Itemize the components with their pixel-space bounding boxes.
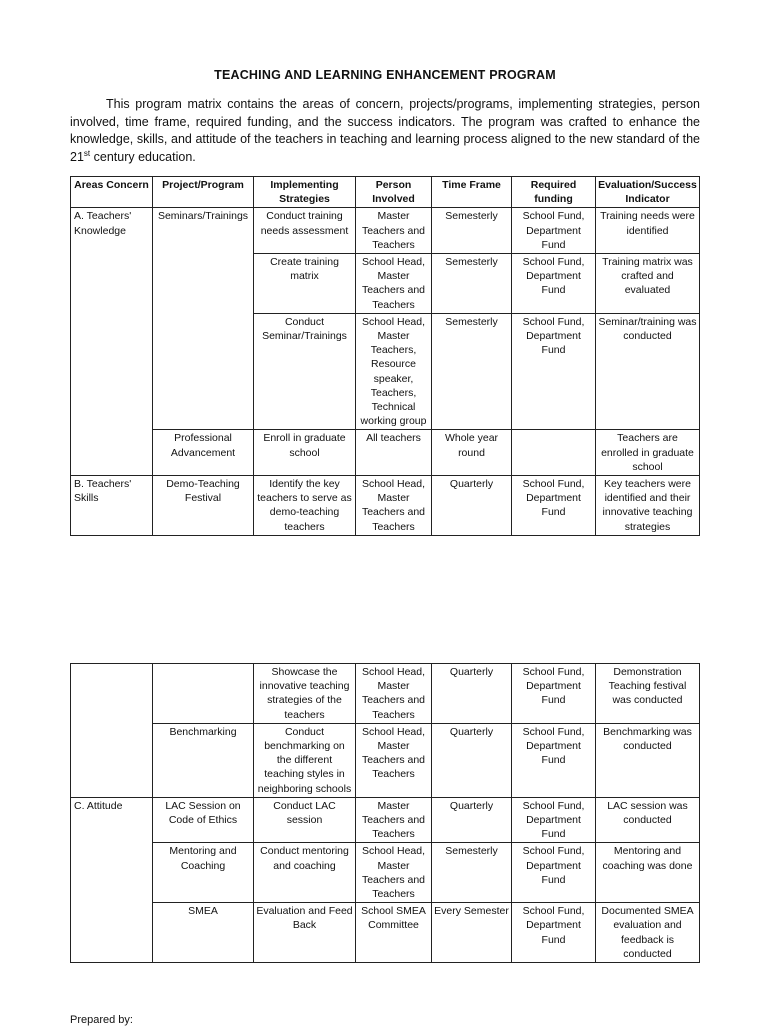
time-cell: Whole year round (432, 430, 512, 476)
funding-cell: School Fund, Department Fund (512, 208, 596, 254)
project-cell: Professional Advancement (153, 430, 254, 476)
person-cell: Master Teachers and Teachers (356, 797, 432, 843)
header-time-frame: Time Frame (432, 177, 512, 208)
time-cell: Semesterly (432, 313, 512, 430)
strategy-cell: Create training matrix (254, 254, 356, 314)
header-implementing-strategies: Implementing Strategies (254, 177, 356, 208)
intro-text-end: century education. (90, 149, 196, 164)
area-cell: A. Teachers' Knowledge (71, 208, 153, 476)
strategy-cell: Conduct training needs assessment (254, 208, 356, 254)
strategy-cell: Enroll in graduate school (254, 430, 356, 476)
header-required-funding: Required funding (512, 177, 596, 208)
table-row (71, 476, 700, 536)
time-cell: Quarterly (432, 664, 512, 724)
time-cell: Quarterly (432, 797, 512, 843)
indicator-cell: Seminar/training was conducted (596, 313, 700, 430)
indicator-cell: Training matrix was crafted and evaluated (596, 254, 700, 314)
person-cell: School Head, Master Teachers and Teachers (356, 476, 432, 536)
strategy-cell: Showcase the innovative teaching strategies of the teachers (254, 664, 356, 724)
person-cell: School Head, Master Teachers and Teachers (356, 664, 432, 724)
program-matrix-table-continued (70, 663, 700, 963)
funding-cell: School Fund, Department Fund (512, 313, 596, 430)
funding-cell: School Fund, Department Fund (512, 476, 596, 536)
person-cell: School Head, Master Teachers and Teachers (356, 843, 432, 903)
table-row (71, 797, 700, 843)
strategy-cell: Conduct Seminar/Trainings (254, 313, 356, 430)
intro-text: This program matrix contains the areas of concern, projects/programs, implementing strategies, person involved, time frame, required funding, and the success indicators. The program was crafted to enhance the knowledge, skills, and attitude of the teachers in teaching and learning process aligned to the new standard of the 21 (70, 97, 700, 164)
header-evaluation-indicator: Evaluation/Success Indicator (596, 177, 700, 208)
indicator-cell: Demonstration Teaching festival was conducted (596, 664, 700, 724)
strategy-cell: Evaluation and Feed Back (254, 903, 356, 963)
header-person-involved: Person Involved (356, 177, 432, 208)
strategy-cell: Conduct LAC session (254, 797, 356, 843)
person-cell: School Head, Master Teachers and Teachers (356, 723, 432, 797)
table-row (71, 664, 700, 724)
strategy-cell: Conduct mentoring and coaching (254, 843, 356, 903)
project-cell (153, 664, 254, 724)
indicator-cell: Mentoring and coaching was done (596, 843, 700, 903)
time-cell: Semesterly (432, 254, 512, 314)
page-title: TEACHING AND LEARNING ENHANCEMENT PROGRAM (214, 68, 556, 82)
funding-cell: School Fund, Department Fund (512, 797, 596, 843)
area-cell (71, 664, 153, 798)
project-cell: LAC Session on Code of Ethics (153, 797, 254, 843)
project-cell: Benchmarking (153, 723, 254, 797)
table-row (71, 843, 700, 903)
project-cell: Mentoring and Coaching (153, 843, 254, 903)
table-row (71, 723, 700, 797)
header-project-program: Project/Program (153, 177, 254, 208)
time-cell: Semesterly (432, 843, 512, 903)
table-row (71, 208, 700, 254)
project-cell: Seminars/Trainings (153, 208, 254, 430)
person-cell: School SMEA Committee (356, 903, 432, 963)
person-cell: School Head, Master Teachers, Resource speaker, Teachers, Technical working group (356, 313, 432, 430)
person-cell: All teachers (356, 430, 432, 476)
table-row (71, 903, 700, 963)
project-cell: Demo-Teaching Festival (153, 476, 254, 536)
time-cell: Every Semester (432, 903, 512, 963)
intro-superscript: st (83, 148, 91, 158)
program-matrix-table (70, 176, 700, 536)
funding-cell: School Fund, Department Fund (512, 664, 596, 724)
time-cell: Semesterly (432, 208, 512, 254)
person-cell: School Head, Master Teachers and Teachers (356, 254, 432, 314)
strategy-cell: Identify the key teachers to serve as demo-teaching teachers (254, 476, 356, 536)
area-cell: C. Attitude (71, 797, 153, 962)
time-cell: Quarterly (432, 723, 512, 797)
funding-cell: School Fund, Department Fund (512, 723, 596, 797)
strategy-cell: Conduct benchmarking on the different teaching styles in neighboring schools (254, 723, 356, 797)
intro-paragraph (70, 96, 700, 166)
indicator-cell: Benchmarking was conducted (596, 723, 700, 797)
header-areas-concern: Areas Concern (71, 177, 153, 208)
funding-cell (512, 430, 596, 476)
indicator-cell: Training needs were identified (596, 208, 700, 254)
project-cell: SMEA (153, 903, 254, 963)
indicator-cell: Documented SMEA evaluation and feedback is conducted (596, 903, 700, 963)
indicator-cell: Teachers are enrolled in graduate school (596, 430, 700, 476)
prepared-by-label: Prepared by: (70, 1014, 133, 1026)
table-header-row (71, 177, 700, 208)
table-row (71, 430, 700, 476)
funding-cell: School Fund, Department Fund (512, 254, 596, 314)
funding-cell: School Fund, Department Fund (512, 843, 596, 903)
funding-cell: School Fund, Department Fund (512, 903, 596, 963)
area-cell: B. Teachers' Skills (71, 476, 153, 536)
indicator-cell: LAC session was conducted (596, 797, 700, 843)
indicator-cell: Key teachers were identified and their innovative teaching strategies (596, 476, 700, 536)
person-cell: Master Teachers and Teachers (356, 208, 432, 254)
time-cell: Quarterly (432, 476, 512, 536)
